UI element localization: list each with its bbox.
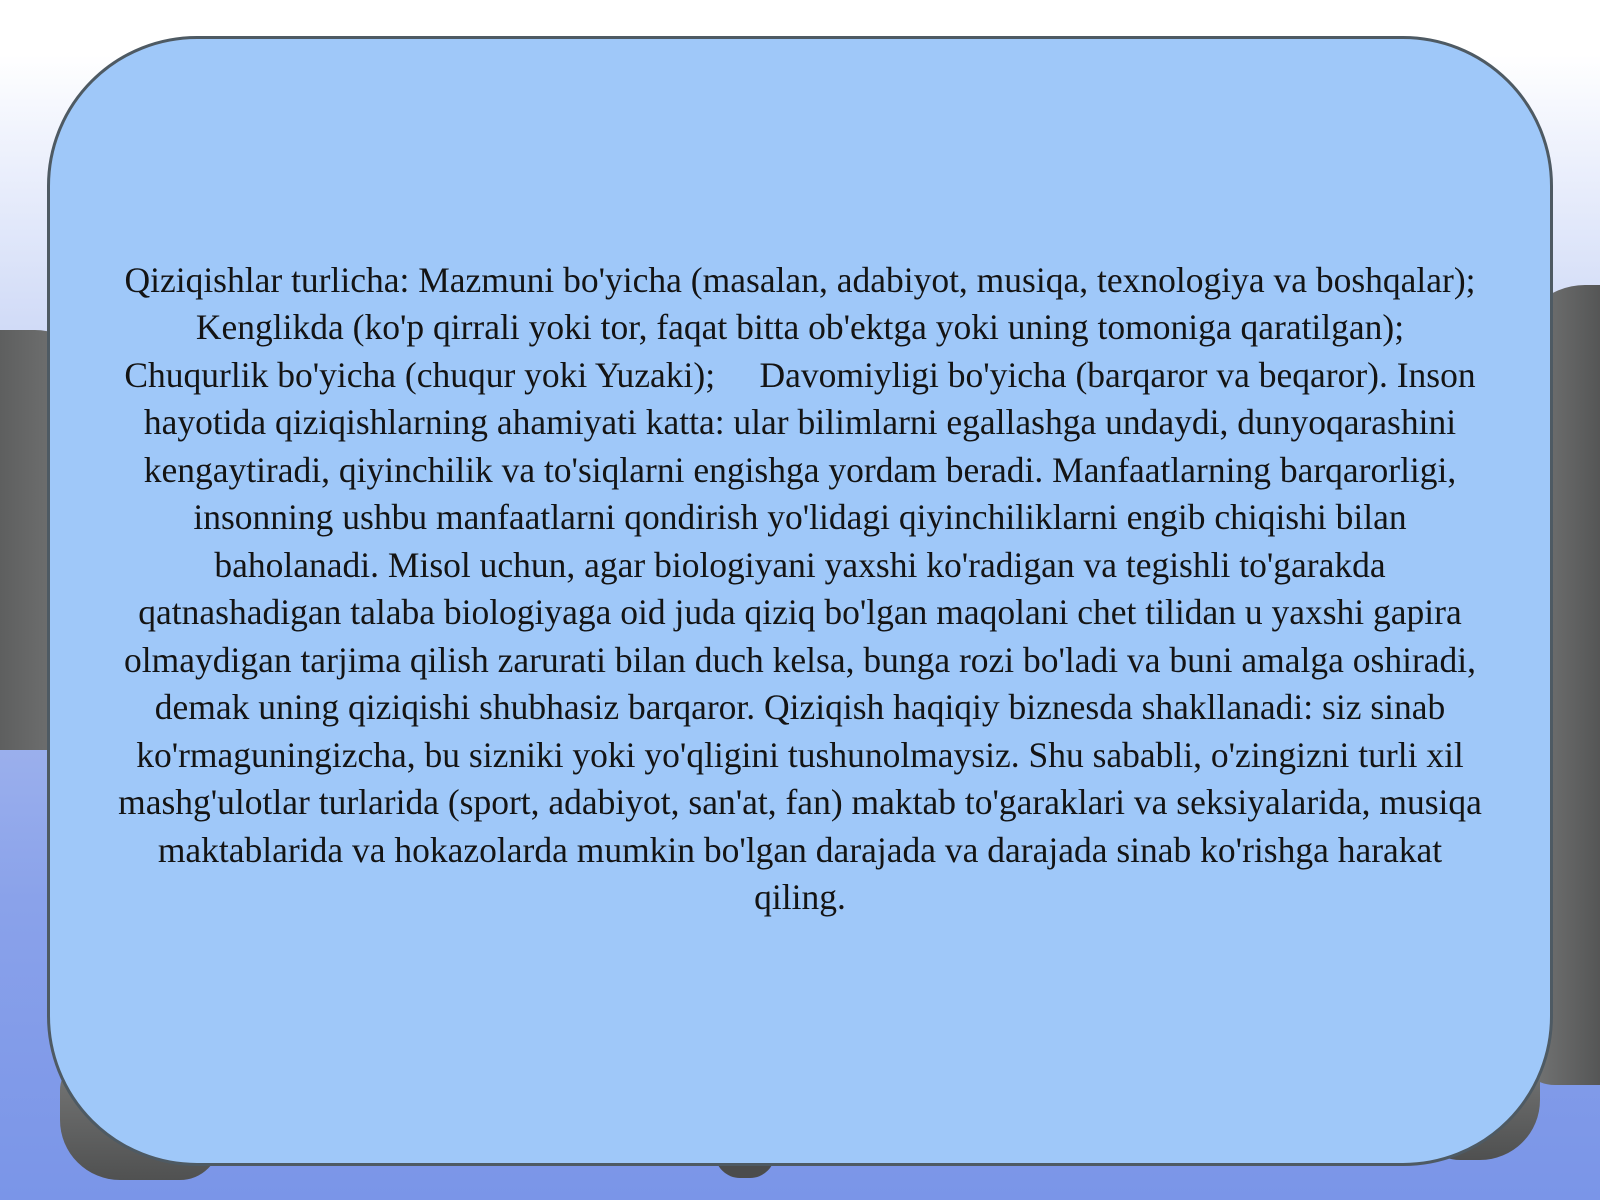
text-panel bbox=[47, 36, 1553, 1166]
slide-body-text: Qiziqishlar turlicha: Mazmuni bo'yicha (masalan, adabiyot, musiqa, texnologiya va boshqalar); Kenglikda (ko'p qirrali yoki tor, faqat bitta ob'ektga yoki uning tomoniga qaratilgan); Chuqurlik bo'yicha (chuqur yoki Yuzaki); Davomiyligi bo'yicha (barqaror va beqaror). Inson hayotida qiziqishlarning ahamiyati katta: ular bilimlarni egallashga undaydi, dunyoqarashini kengaytiradi, qiyinchilik va to'siqlarni engishga yordam beradi. Manfaatlarning barqarorligi, insonning ushbu manfaatlarni qondirish yo'lidagi qiyinchiliklarni engib chiqishi bilan baholanadi. Misol uchun, agar biologiyani yaxshi ko'radigan va tegishli to'garakda qatnashadigan talaba biologiyaga oid juda qiziq bo'lgan maqolani chet tilidan u yaxshi gapira olmaydigan tarjima qilish zarurati bilan duch kelsa, bunga rozi bo'ladi va buni amalga oshiradi, demak uning qiziqishi shubhasiz barqaror. Qiziqish haqiqiy biznesda shakllanadi: siz sinab ko'rmaguningizcha, bu sizniki yoki yo'qligini tushunolmaysiz. Shu sababli, o'zingizni turli xil mashg'ulotlar turlarida (sport, adabiyot, san'at, fan) maktab to'garaklari va seksiyalarida, musiqa maktablarida va hokazolarda mumkin bo'lgan darajada va darajada sinab ko'rishga harakat qiling. bbox=[118, 259, 1520, 917]
